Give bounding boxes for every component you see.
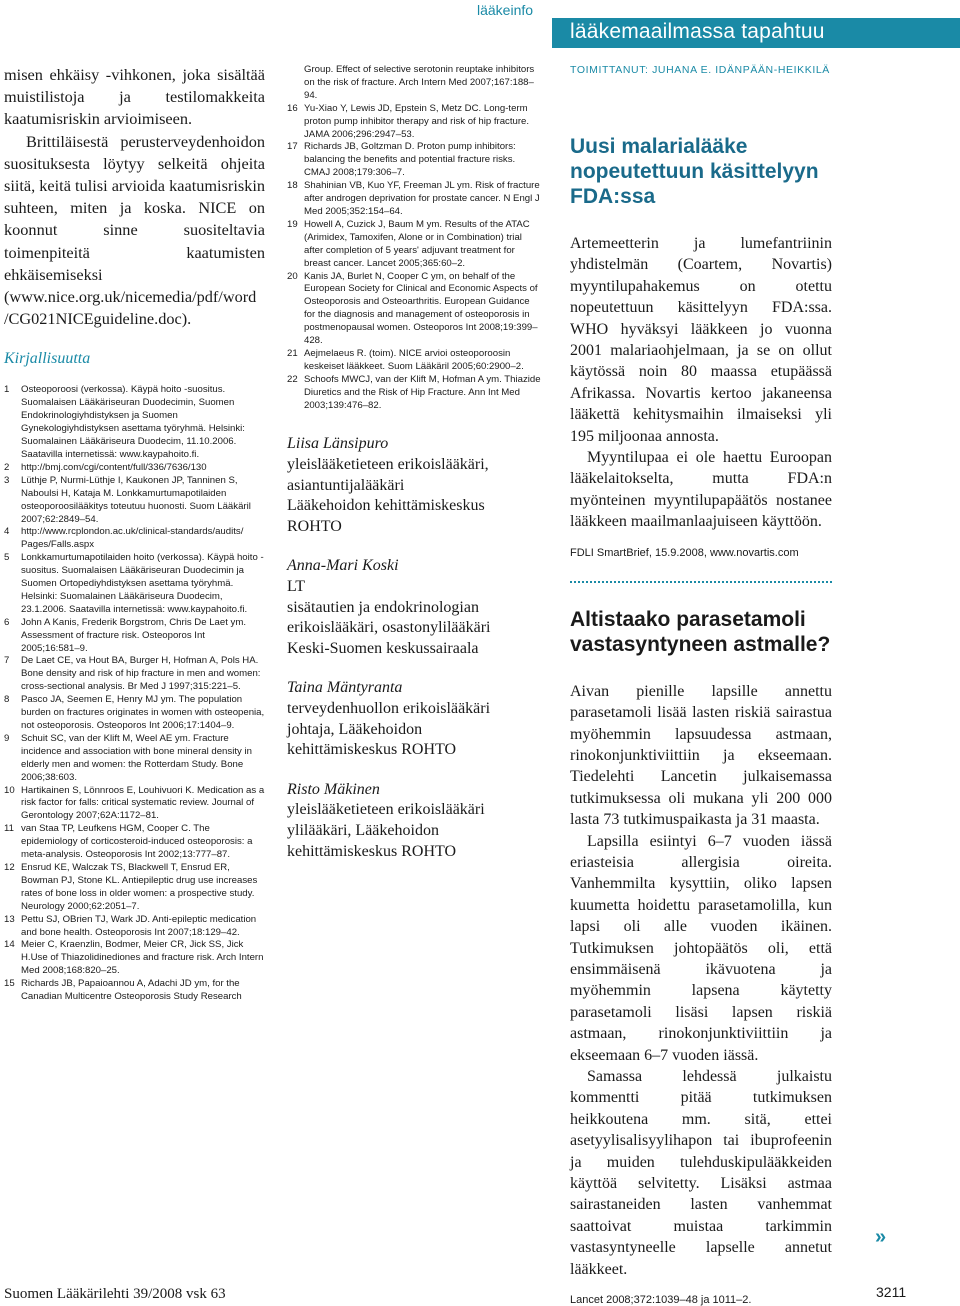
author-affiliation: terveydenhuollon erikoislääkäri: [287, 700, 491, 717]
category-tag: lääkeinfo: [477, 2, 534, 18]
reference-text: Hartikainen S, Lönnroos E, Louhivuori K. Medication as a risk factor for falls: critical systematic review. Journal of Gerontology 2007;62A:1172–81.: [21, 784, 265, 822]
reference-number: 6: [4, 616, 10, 628]
column-left: [4, 64, 265, 1004]
author-entry: [287, 434, 542, 537]
author-name: Taina Mäntyranta: [287, 679, 403, 697]
reference-text: Osteoporoosi (verkossa). Käypä hoito -suositus. Suomalaisen Lääkäriseuran Duodecimin, Suomen Endokrinologiyhdistyksen ja Suomen Gynekologiyhdistyksen asettama työryhmä. Helsinki: Suomalainen Lääkäriseura Duodecim, 11.10.2006. Saatavilla internetissä: www.kaypahoito.fi.: [21, 384, 245, 460]
reference-item: [4, 552, 265, 617]
author-entry: [287, 678, 542, 760]
author-entry: [287, 556, 542, 659]
reference-item: [4, 462, 265, 475]
reference-number: 16: [287, 102, 298, 114]
reference-item: [287, 271, 542, 348]
reference-item: [4, 384, 265, 461]
reference-item: [4, 785, 265, 824]
reference-number: 18: [287, 180, 298, 192]
article-title: Altistaako parasetamoli vastasyntyneen astmalle?: [570, 607, 831, 656]
author-affiliation: erikoislääkäri, osastonylilääkäri: [287, 619, 491, 637]
reference-number: 14: [4, 939, 15, 951]
reference-item: [4, 823, 265, 862]
column-right: [570, 64, 832, 1306]
author-affiliation: Keski-Suomen keskussairaala: [287, 639, 479, 657]
reference-item: [4, 694, 265, 733]
article-source: FDLI SmartBrief, 15.9.2008, www.novartis.com: [570, 546, 799, 559]
reference-item: [287, 64, 542, 103]
author-affiliation: kehittämiskeskus ROHTO: [287, 842, 457, 860]
reference-text: John A Kanis, Frederik Borgstrom, Chris De Laet ym. Assessment of fracture risk. Osteoporos Int 2005;16:581–9.: [21, 616, 247, 654]
author-affiliation: LT: [287, 578, 306, 596]
reference-text: Schoofs MWCJ, van der Klift M, Hofman A ym. Thiazide Diuretics and the Risk of Hip Fracture. Ann Int Med 2003;139:476–82.: [304, 373, 541, 411]
paragraph: Aivan pienille lapsille annettu parasetamoli lisää lasten riskiä sairastua myöhemmin lapsuudessa astmaan, rinokonjunktiviittiin ja ekseemaan. Tiedelehti Lancetin julkaisemassa tutkimuksessa oli mukana yli 200 000 lasta 73 tutkimuspaikasta ja 31 maasta.: [570, 682, 832, 829]
reference-item: [4, 978, 265, 1004]
paragraph: Artemeetterin ja lumefantriinin yhdistelmän (Coartem, Novartis) myyntilupahakemus on otettu nopeutettuun käsittelyyn FDA:ssa. WHO hyväksyi lääkkeen jo vuonna 2001 malariaohjelmaan, ja se on ollut käytössä noin 80 maassa etupäässä Afrikassa. Novartis kertoo jakaneensa lääkettä kehitysmaihin ilmaiseksi yli 195 miljoonaa annosta.: [570, 235, 832, 445]
references-heading: Kirjallisuutta: [4, 350, 91, 368]
reference-item: [287, 103, 542, 142]
reference-text: van Staa TP, Leufkens HGM, Cooper C. The epidemiology of corticosteroid-induced osteoporosis: a meta-analysis. Osteoporosis Int 2002;13:777–87.: [21, 823, 253, 861]
reference-number: 10: [4, 784, 15, 796]
reference-text: De Laet CE, va Hout BA, Burger H, Hofman A, Pols HA. Bone density and risk of hip fracture in men and women: cross-sectional analysis. Br Med J 1997;315:221–5.: [21, 655, 261, 693]
reference-text: Richards JB, Papaioannou A, Adachi JD ym, for the Canadian Multicentre Osteoporosis Study Research: [21, 978, 242, 1003]
reference-number: 21: [287, 347, 298, 359]
reference-item: [287, 348, 542, 374]
author-affiliation: asiantuntijalääkäri: [287, 476, 405, 494]
reference-number: 2: [4, 461, 10, 473]
paragraph: misen ehkäisy -vihkonen, joka sisältää muistilistoja ja testilomakkeita kaatumisriskin arvioimiseen.: [4, 65, 265, 129]
reference-text: Pettu SJ, OBrien TJ, Wark JD. Anti-epileptic medication and bone health. Osteoporosis Int 2007;18:129–42.: [21, 913, 257, 938]
reference-text: Yu-Xiao Y, Lewis JD, Epstein S, Metz DC. Long-term proton pump inhibitor therapy and risk of hip fracture. JAMA 2006;296:2947–53.: [304, 102, 530, 140]
author-name: Risto Mäkinen: [287, 780, 380, 798]
reference-item: [4, 617, 265, 656]
reference-number: 9: [4, 732, 10, 744]
reference-number: 13: [4, 913, 15, 925]
reference-number: 12: [4, 861, 15, 873]
reference-text: Group. Effect of selective serotonin reuptake inhibitors on the risk of fracture. Arch Intern Med 2007;167:188–94.: [304, 64, 535, 101]
reference-item: [287, 219, 542, 271]
reference-number: 11: [4, 823, 14, 835]
reference-number: 22: [287, 373, 298, 385]
reference-number: 19: [287, 218, 298, 230]
reference-list: [287, 64, 542, 412]
reference-number: 1: [4, 384, 10, 396]
reference-text: http://www.rcplondon.ac.uk/clinical-standards/audits/ Pages/Falls.aspx: [21, 526, 244, 551]
reference-text: Pasco JA, Seemen E, Henry MJ ym. The population burden on fractures originates in women with osteopenia, not osteoporosis. Osteoporos Int 2006;17:1404–9.: [21, 694, 265, 731]
reference-item: [287, 141, 542, 180]
paragraph: Lapsilla esiintyi 6–7 vuoden iässä eriasteisia allergisia oireita. Vanhemmilta kysyttiin, oliko lapsen kuumetta hoidettu parasetamolilla, kun lapsi oli alle vuoden ikäinen. Tutkimuksen johtopäätös oli, että ensimmäisenä ikävuotena ja myöhemmin lapsena käytetty parasetamoli lisäsi lapsen riskiä astmaan, rinokonjunktiviittiin ja ekseemaan 6–7 vuoden iässä.: [570, 832, 832, 1064]
reference-item: [4, 655, 265, 694]
author-entry: [287, 780, 542, 862]
paragraph: Samassa lehdessä julkaistu kommentti pitää tutkimuksen heikkoutena mm. sitä, ettei asetyylisalisyylihapon tai ibuprofeenin ja muiden tulehduskipulääkkeiden käyttöä selvitetty. Lisäksi astmaa sairastaneiden lasten vanhemmat saattoivat muistaa tarkimmin vastasyntyneelle lapselle annetut lääkkeet.: [570, 1068, 832, 1278]
reference-text: Aejmelaeus R. (toim). NICE arvioi osteoporoosin keskeiset lääkkeet. Suom Lääkäril 2005;60:2900–2.: [304, 347, 524, 372]
reference-text: Lonkkamurtumapotilaiden hoito (verkossa). Käypä hoito -suositus. Suomalaisen Lääkäriseuran Duodecimin ja Suomen Ortopediyhdistyksen asettama työryhmä. Helsinki: Suomalainen Lääkäriseura Duodecim, 23.1.2006. Saatavilla internetissä: www.kaypahoito.fi.: [21, 552, 264, 615]
author-affiliation: yleislääketieteen erikoislääkäri,: [287, 456, 489, 474]
reference-item: [4, 862, 265, 914]
article-divider: [570, 581, 832, 583]
author-name: Anna-Mari Koski: [287, 557, 399, 575]
author-affiliation: ROHTO: [287, 517, 342, 535]
reference-text: Ensrud KE, Walczak TS, Blackwell T, Ensrud ER, Bowman PJ, Stone KL. Antiepileptic drug use increases rates of bone loss in older women: a prospective study. Neurology 2000;62:2051–7.: [21, 861, 258, 912]
reference-number: 20: [287, 270, 298, 282]
footer-journal: Suomen Lääkärilehti 39/2008 vsk 63: [4, 1286, 226, 1302]
author-affiliation: sisätautien ja endokrinologian: [287, 598, 479, 616]
reference-number: 7: [4, 655, 10, 667]
reference-number: 15: [4, 978, 15, 990]
reference-list: [4, 384, 265, 1004]
continue-arrow-icon: »: [875, 1226, 887, 1248]
reference-item: [4, 526, 265, 552]
reference-text: Shahinian VB, Kuo YF, Freeman JL ym. Risk of fracture after androgen deprivation for prostate cancer. N Engl J Med 2005;352:154–64.: [304, 180, 540, 217]
reference-number: 17: [287, 141, 298, 153]
paragraph: Myyntilupaa ei ole haettu Euroopan lääkelaitokselta, mutta FDA:n myönteinen myyntilupapäätös nostanee lääkkeen maailmanlaajuiseen käyttöön.: [570, 449, 832, 531]
author-affiliation: yleislääketieteen erikoislääkäri: [287, 801, 485, 819]
article-title: Uusi malarialääke nopeutettuun käsittelyyn FDA:ssa: [570, 135, 819, 208]
author-name: Liisa Länsipuro: [287, 435, 389, 453]
reference-text: Meier C, Kraenzlin, Bodmer, Meier CR, Jick SS, Jick H.Use of Thiazolidinediones and fracture risk. Arch Intern Med 2008;168:820–25.: [21, 939, 264, 977]
paragraph: Brittiläisestä perusterveydenhoidon suosituksesta löytyy selkeitä ohjeita siitä, keitä tulisi arvioida kaatumisriskin suhteen, miten ja koska. NICE on koonnut sinne suositeltavia toimenpiteitä kaatumisten ehkäisemiseksi (www.nice.org.uk/nicemedia/pdf/word /CG021NICEguideline.doc).: [4, 131, 265, 329]
page-number: 3211: [876, 1284, 907, 1300]
reference-text: Schuit SC, van der Klift M, Weel AE ym. Fracture incidence and association with bone mineral density in elderly men and women: the Rotterdam Study. Bone 2006;38:603.: [21, 732, 252, 783]
reference-text: Kanis JA, Burlet N, Cooper C ym, on behalf of the European Society for Clinical and Economic Aspects of Osteoporosis and Osteoarthritis. European Guidance for the diagnosis and management of osteoporosis in postmenopausal women. Osteoporos Int 2008;19:399–428.: [304, 270, 538, 347]
author-affiliation: johtaja, Lääkehoidon: [287, 720, 423, 738]
reference-item: [287, 374, 542, 413]
column-middle: [287, 64, 542, 881]
editor-credit: TOIMITTANUT: JUHANA E. IDÄNPÄÄN-HEIKKILÄ: [570, 64, 830, 76]
reference-item: [4, 914, 265, 940]
reference-text: Howell A, Cuzick J, Baum M ym. Results of the ATAC (Arimidex, Tamoxifen, Alone or in Combination) trial after completion of 5 years' adjuvant treatment for breast cancer. Lancet 2005;365:60–2.: [304, 218, 530, 269]
reference-item: [4, 939, 265, 978]
section-title: lääkemaailmassa tapahtuu: [570, 20, 825, 43]
reference-item: [4, 733, 265, 785]
reference-number: 5: [4, 552, 10, 564]
author-list: [287, 434, 542, 862]
reference-number: 8: [4, 694, 10, 706]
reference-text: http://bmj.com/cgi/content/full/336/7636/130: [21, 461, 207, 473]
author-affiliation: Lääkehoidon kehittämiskeskus: [287, 497, 485, 515]
article-source: Lancet 2008;372:1039–48 ja 1011–2.: [570, 1294, 752, 1306]
author-affiliation: ylilääkäri, Lääkehoidon: [287, 821, 439, 839]
reference-number: 4: [4, 526, 10, 538]
reference-item: [4, 475, 265, 527]
reference-number: 3: [4, 474, 10, 486]
reference-text: Richards JB, Goltzman D. Proton pump inhibitors: balancing the benefits and potential fracture risks. CMAJ 2008;179:306–7.: [304, 141, 516, 179]
author-affiliation: kehittämiskeskus ROHTO: [287, 741, 457, 759]
reference-item: [287, 180, 542, 219]
reference-text: Lüthje P, Nurmi-Lüthje I, Kaukonen JP, Tanninen S, Naboulsi H, Kataja M. Lonkkamurtumapotilaiden osteoporoosilääkitys toteutuu huonosti. Suom Lääkäril 2007;62:2849–54.: [21, 474, 251, 525]
